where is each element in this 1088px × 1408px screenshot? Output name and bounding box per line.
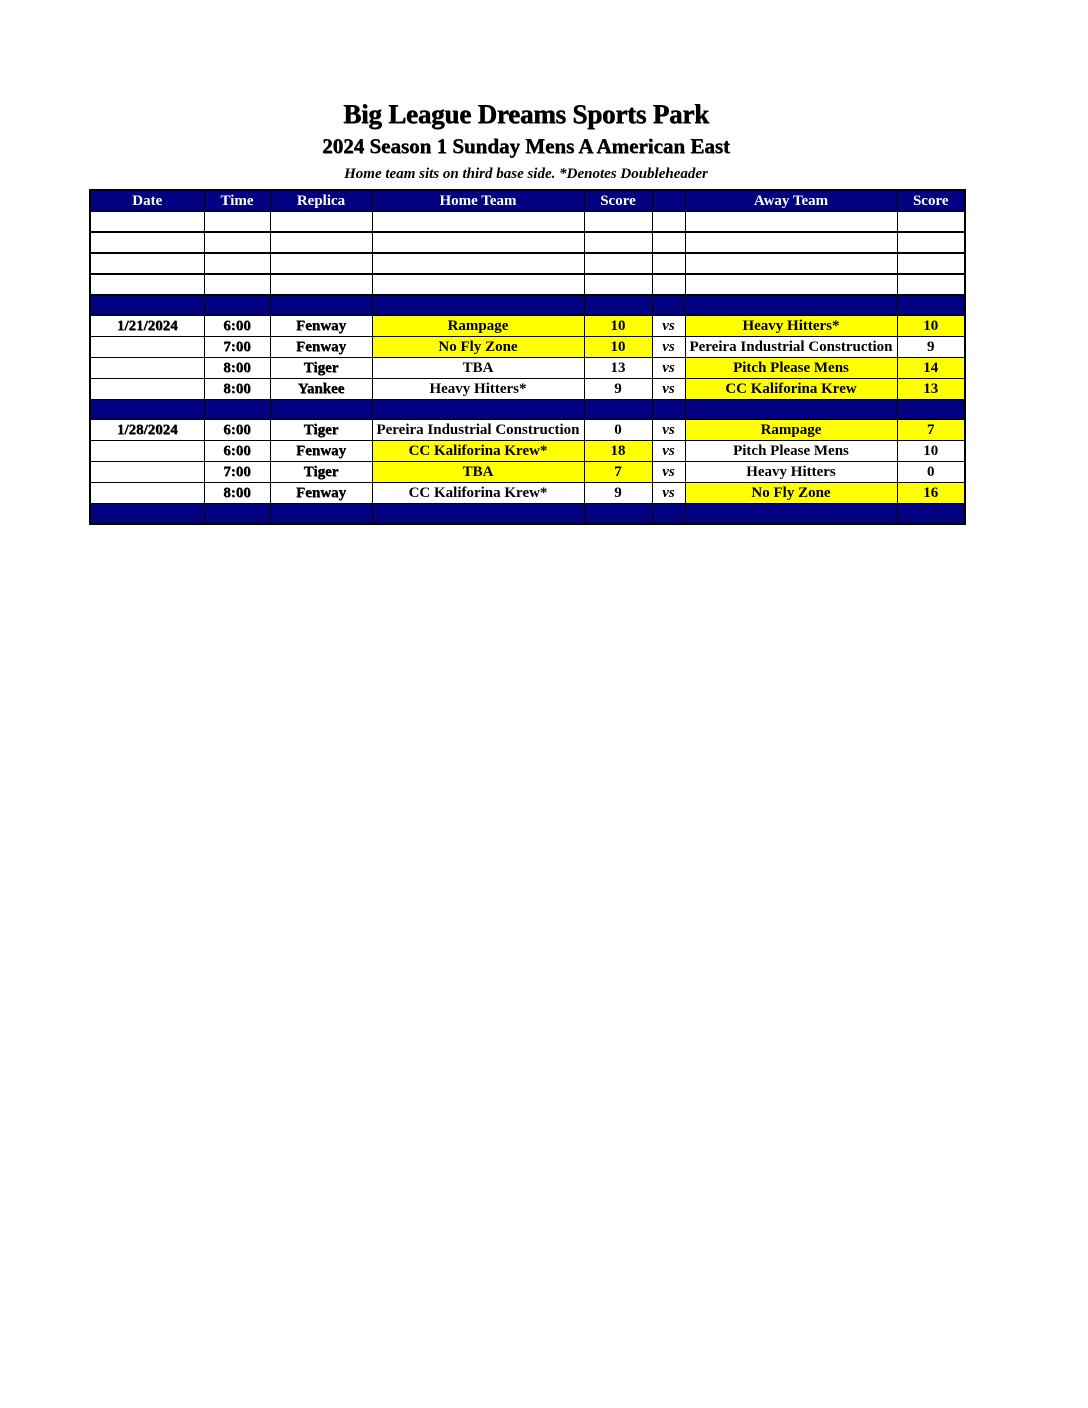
game-row [90,441,965,462]
spacer-cell [270,504,372,525]
game-time: 7:00 [204,462,270,483]
game-date: 1/28/2024 [90,420,204,441]
away-score: 13 [897,379,965,400]
game-field: Fenway [270,441,372,462]
blank-cell [652,274,685,295]
spacer-cell [90,504,204,525]
game-field: Yankee [270,379,372,400]
spacer-cell [584,400,652,420]
vs-label: vs [652,483,685,504]
home-score: 7 [584,462,652,483]
vs-label: vs [652,337,685,358]
blank-cell [652,212,685,233]
blank-cell [372,232,584,253]
vs-label: vs [652,379,685,400]
vs-label: vs [652,462,685,483]
home-team [372,483,584,504]
away-team [685,379,897,400]
home-score: 9 [584,483,652,504]
away-team-text: Heavy Hitters* [742,318,840,334]
game-row [90,316,965,337]
blank-cell [685,274,897,295]
home-team [372,379,584,400]
home-score: 9 [584,379,652,400]
home-team [372,420,584,441]
column-header-replica: Replica [270,190,372,212]
home-team-text: No Fly Zone [438,339,518,355]
game-time: 8:00 [204,358,270,379]
spacer-cell [90,295,204,316]
vs-label: vs [652,316,685,337]
away-team [685,462,897,483]
blank-cell [897,253,965,274]
away-team-text: Pereira Industrial Construction [689,339,893,355]
home-team [372,462,584,483]
spacer-cell [685,504,897,525]
away-team [685,337,897,358]
game-field: Tiger [270,462,372,483]
blank-cell [652,253,685,274]
away-team [685,316,897,337]
vs-label: vs [652,358,685,379]
schedule-note: Home team sits on third base side. *Denotes Doubleheader [344,166,708,182]
game-time: 8:00 [204,379,270,400]
game-field: Fenway [270,483,372,504]
game-time: 6:00 [204,420,270,441]
blank-cell [270,212,372,233]
blank-cell [204,232,270,253]
column-header-date: Date [90,190,204,212]
spacer-row [90,295,965,316]
away-score: 7 [897,420,965,441]
home-team-text: CC Kaliforina Krew* [408,443,548,459]
home-team-text: TBA [462,464,494,480]
blank-row [90,274,965,295]
spacer-cell [372,295,584,316]
blank-cell [90,232,204,253]
game-date [90,358,204,379]
blank-cell [685,253,897,274]
game-date [90,379,204,400]
home-team [372,316,584,337]
spacer-cell [584,504,652,525]
spacer-cell [584,295,652,316]
column-header-home-score: Score [584,190,652,212]
game-field: Tiger [270,420,372,441]
spacer-cell [897,400,965,420]
game-field: Fenway [270,316,372,337]
spacer-cell [652,504,685,525]
game-field: Fenway [270,337,372,358]
home-score: 0 [584,420,652,441]
game-time: 7:00 [204,337,270,358]
spacer-cell [270,295,372,316]
blank-cell [584,274,652,295]
away-team-text: CC Kaliforina Krew [725,381,857,397]
away-team [685,420,897,441]
home-team-text: TBA [462,360,494,376]
spacer-cell [372,504,584,525]
game-row [90,358,965,379]
blank-cell [584,253,652,274]
spacer-cell [652,400,685,420]
away-score: 14 [897,358,965,379]
away-team [685,358,897,379]
blank-row [90,253,965,274]
away-team-text: Pitch Please Mens [733,360,849,376]
game-row [90,483,965,504]
spacer-cell [270,400,372,420]
spacer-cell [897,504,965,525]
column-header-vs [652,190,685,212]
column-header-away-score: Score [897,190,965,212]
away-team [685,483,897,504]
home-team-text: Rampage [447,318,509,334]
blank-cell [897,232,965,253]
home-score: 13 [584,358,652,379]
away-score: 16 [897,483,965,504]
away-team-text: Pitch Please Mens [733,443,849,459]
spacer-cell [204,504,270,525]
home-team [372,441,584,462]
blank-cell [372,274,584,295]
blank-cell [652,232,685,253]
blank-cell [90,274,204,295]
away-team-text: No Fly Zone [751,485,831,501]
away-team [685,441,897,462]
spacer-cell [652,295,685,316]
column-header-home-team: Home Team [372,190,584,212]
blank-cell [897,212,965,233]
blank-cell [897,274,965,295]
blank-cell [270,253,372,274]
schedule-body [90,212,965,525]
spacer-cell [372,400,584,420]
column-header-away-team: Away Team [685,190,897,212]
game-field: Tiger [270,358,372,379]
spacer-cell [90,400,204,420]
schedule-table [89,189,966,525]
blank-cell [372,253,584,274]
home-team [372,337,584,358]
blank-cell [270,232,372,253]
spacer-cell [897,295,965,316]
blank-cell [90,253,204,274]
game-date [90,441,204,462]
away-score: 0 [897,462,965,483]
vs-label: vs [652,420,685,441]
blank-cell [584,212,652,233]
game-time: 8:00 [204,483,270,504]
home-team-text: Pereira Industrial Construction [376,422,580,438]
game-date: 1/21/2024 [90,316,204,337]
header-row [90,190,965,212]
away-score: 10 [897,316,965,337]
blank-cell [685,232,897,253]
game-time: 6:00 [204,316,270,337]
home-team-text: CC Kaliforina Krew* [408,485,548,501]
game-row [90,337,965,358]
blank-cell [372,212,584,233]
blank-row [90,232,965,253]
spacer-cell [685,295,897,316]
away-score: 9 [897,337,965,358]
blank-cell [270,274,372,295]
home-team [372,358,584,379]
game-row [90,462,965,483]
away-score: 10 [897,441,965,462]
game-date [90,483,204,504]
spacer-cell [204,400,270,420]
page-title: Big League Dreams Sports Park [343,99,709,129]
away-team-text: Rampage [760,422,822,438]
blank-cell [90,212,204,233]
game-time: 6:00 [204,441,270,462]
home-score: 10 [584,337,652,358]
spacer-cell [685,400,897,420]
game-date [90,462,204,483]
blank-cell [204,274,270,295]
spacer-row [90,504,965,525]
blank-cell [685,212,897,233]
blank-row [90,212,965,233]
away-team-text: Heavy Hitters [746,464,836,480]
blank-cell [204,212,270,233]
page-subtitle: 2024 Season 1 Sunday Mens A American East [322,134,730,158]
column-header-time: Time [204,190,270,212]
blank-cell [204,253,270,274]
game-row [90,420,965,441]
home-team-text: Heavy Hitters* [429,381,527,397]
vs-label: vs [652,441,685,462]
home-score: 10 [584,316,652,337]
game-date [90,337,204,358]
spacer-row [90,400,965,420]
home-score: 18 [584,441,652,462]
game-row [90,379,965,400]
spacer-cell [204,295,270,316]
blank-cell [584,232,652,253]
